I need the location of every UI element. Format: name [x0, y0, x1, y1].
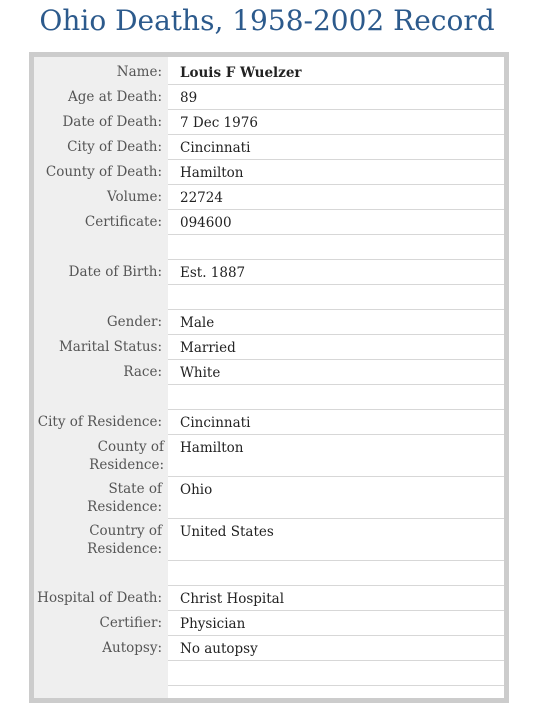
record-value: Christ Hospital	[168, 586, 504, 611]
record-label: State of Residence:	[87, 481, 162, 515]
record-label	[34, 385, 162, 388]
record-value: Hamilton	[168, 435, 504, 477]
record-value: Married	[168, 335, 504, 360]
record-value: United States	[168, 519, 504, 561]
record-label: Name:	[116, 64, 162, 80]
record-label: Gender:	[106, 314, 162, 330]
record-label	[34, 285, 162, 288]
record-label	[34, 235, 162, 238]
record-value: 7 Dec 1976	[168, 110, 504, 135]
record-value: Cincinnati	[168, 135, 504, 160]
record-label	[34, 661, 162, 664]
record-value: No autopsy	[168, 636, 504, 661]
record-value	[168, 561, 504, 586]
record-label: City of Death:	[67, 139, 162, 155]
record-value: Hamilton	[168, 160, 504, 185]
record-label: Autopsy:	[102, 640, 162, 656]
record-value: 094600	[168, 210, 504, 235]
record-label	[34, 561, 162, 564]
record-value-name: Louis F Wuelzer	[168, 60, 504, 85]
record-label: City of Residence:	[37, 414, 162, 430]
record-value	[168, 385, 504, 410]
record-label: Marital Status:	[58, 339, 162, 355]
record-value: Cincinnati	[168, 410, 504, 435]
record-label: Hospital of Death:	[37, 590, 162, 606]
record-value: Male	[168, 310, 504, 335]
record-value	[168, 235, 504, 260]
record-label: Certificate:	[84, 214, 162, 230]
page-title: Ohio Deaths, 1958-2002 Record	[39, 4, 495, 37]
record-label: Date of Birth:	[68, 264, 162, 280]
record-label: Age at Death:	[68, 89, 162, 105]
record-value: White	[168, 360, 504, 385]
record-label: County of Residence:	[89, 439, 164, 473]
record-value: Ohio	[168, 477, 504, 519]
record-label: Date of Death:	[62, 114, 162, 130]
record-value: Est. 1887	[168, 260, 504, 285]
record-label: Certifier:	[99, 615, 162, 631]
record-value	[168, 661, 504, 686]
record-value	[168, 285, 504, 310]
record-label: Country of Residence:	[87, 523, 162, 557]
record-label: County of Death:	[45, 164, 162, 180]
record-label: Race:	[123, 364, 162, 380]
record-value: 89	[168, 85, 504, 110]
record-label: Volume:	[107, 189, 162, 205]
record-table	[29, 52, 509, 703]
record-value: 22724	[168, 185, 504, 210]
record-value: Physician	[168, 611, 504, 636]
